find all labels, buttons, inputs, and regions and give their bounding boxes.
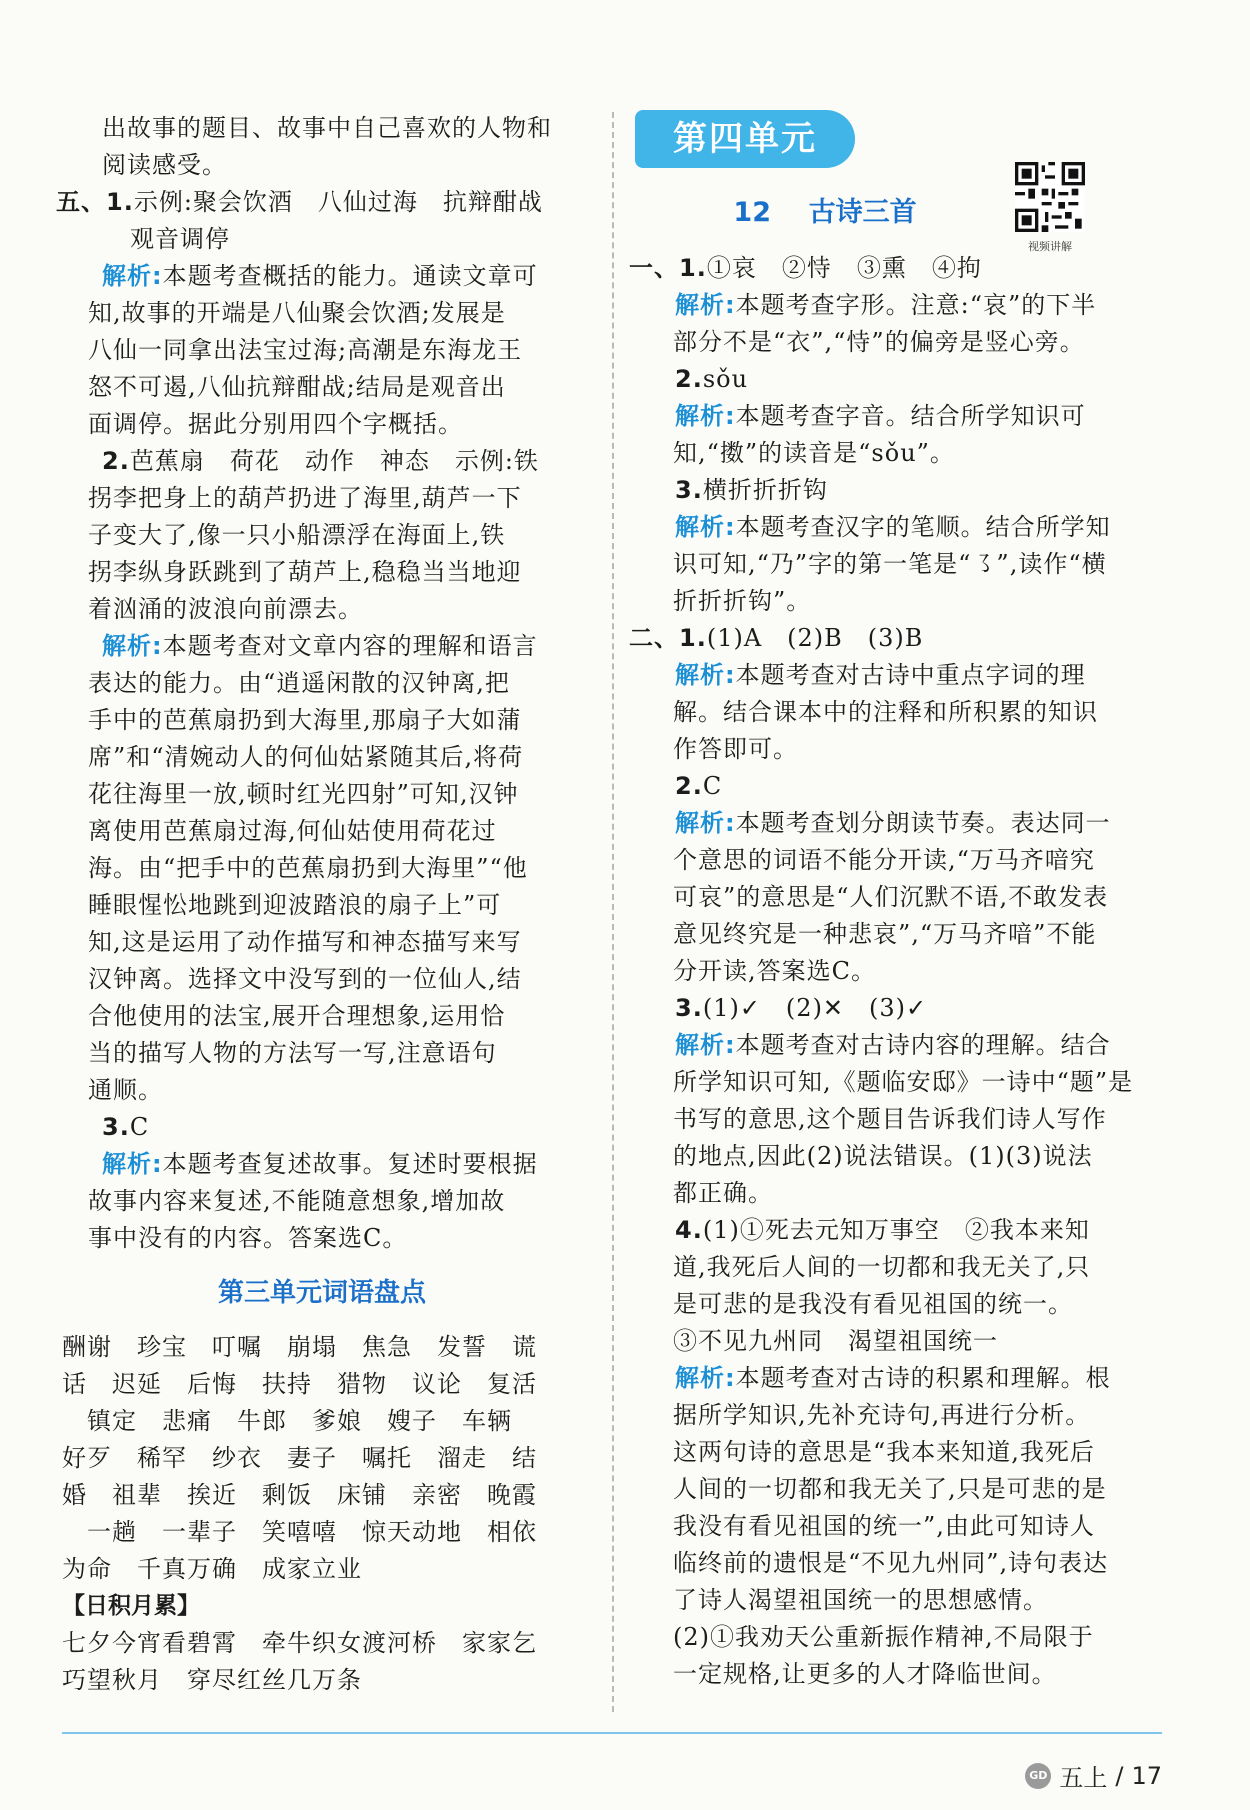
analysis-text: 本题考查概括的能力。通读文章可 bbox=[162, 262, 538, 290]
analysis-line: 都正确。 bbox=[673, 1179, 773, 1207]
analysis-line: 事中没有的内容。答案选C。 bbox=[88, 1224, 408, 1252]
analysis-line bbox=[635, 1360, 1165, 1397]
analysis-line: 个意思的词语不能分开读,“万马齐喑究 bbox=[673, 846, 1095, 874]
analysis-line bbox=[635, 805, 1165, 842]
analysis-line: 八仙一同拿出法宝过海;高潮是东海龙王 bbox=[88, 336, 523, 364]
answer-text: 横折折折钩 bbox=[702, 476, 828, 504]
vocab-line: 镇定 悲痛 牛郎 爹娘 嫂子 车辆 bbox=[62, 1407, 512, 1435]
column-divider bbox=[612, 112, 614, 1712]
analysis-line: 故事内容来复述,不能随意想象,增加故 bbox=[88, 1187, 506, 1215]
question-number: 3. bbox=[675, 994, 703, 1022]
analysis-text: 本题考查字音。结合所学知识可 bbox=[735, 402, 1086, 430]
vocab-line: 酬谢 珍宝 叮嘱 崩塌 焦急 发誓 谎 bbox=[62, 1333, 537, 1361]
analysis-label: 解析: bbox=[675, 513, 736, 541]
qr-code-icon bbox=[1015, 162, 1085, 232]
question-2-2 bbox=[635, 768, 1165, 805]
analysis-line: 睡眼惺忪地跳到迎波踏浪的扇子上”可 bbox=[88, 891, 502, 919]
answer-text: 拐李把身上的葫芦扔进了海里,葫芦一下 bbox=[88, 484, 522, 512]
analysis-line: 知,“擞”的读音是“sǒu”。 bbox=[673, 439, 955, 467]
analysis-line: 作答即可。 bbox=[673, 735, 798, 763]
answer-text: (1)A (2)B (3)B bbox=[706, 624, 924, 652]
vocab-line: 婚 祖辈 挨近 剩饭 床铺 亲密 晚霞 bbox=[62, 1481, 537, 1509]
question-number: 2. bbox=[675, 772, 703, 800]
answer-text: 子变大了,像一只小船漂浮在海面上,铁 bbox=[88, 521, 506, 549]
vocab-line: 一趟 一辈子 笑嘻嘻 惊天动地 相依 bbox=[62, 1518, 537, 1546]
question-number: 3. bbox=[102, 1113, 130, 1141]
analysis-line: 识可知,“乃”字的第一笔是“㇌”,读作“横 bbox=[673, 550, 1107, 578]
daily-line: 巧望秋月 穿尽红丝几万条 bbox=[62, 1666, 362, 1694]
lesson-header bbox=[635, 180, 1165, 253]
publisher-badge-icon: GD bbox=[1025, 1763, 1051, 1789]
answer-text: 芭蕉扇 荷花 动作 神态 示例:铁 bbox=[129, 447, 539, 475]
left-column bbox=[56, 110, 582, 1699]
analysis-line: 知,故事的开端是八仙聚会饮酒;发展是 bbox=[88, 299, 506, 327]
analysis-line: 这两句诗的意思是“我本来知道,我死后 bbox=[673, 1438, 1095, 1466]
analysis-line: 汉钟离。选择文中没写到的一位仙人,结 bbox=[88, 965, 522, 993]
analysis-line: 手中的芭蕉扇扔到大海里,那扇子大如蒲 bbox=[88, 706, 522, 734]
answer-text: 着汹涌的波浪向前漂去。 bbox=[88, 595, 363, 623]
analysis-line: 据所学知识,先补充诗句,再进行分析。 bbox=[673, 1401, 1091, 1429]
analysis-line: 人间的一切都和我无关了,只是可悲的是 bbox=[673, 1475, 1107, 1503]
qr-code[interactable] bbox=[1015, 162, 1085, 254]
question-5-2 bbox=[62, 443, 582, 480]
question-number: 1. bbox=[679, 254, 707, 282]
footer-slash: / bbox=[1115, 1761, 1124, 1790]
analysis-line: 书写的意思,这个题目告诉我们诗人写作 bbox=[673, 1105, 1107, 1133]
text-line: 阅读感受。 bbox=[102, 151, 227, 179]
daily-accumulation-title: 【日积月累】 bbox=[62, 1593, 200, 1619]
vocab-line: 好歹 稀罕 纱衣 妻子 嘱托 溜走 结 bbox=[62, 1444, 537, 1472]
question-1-2 bbox=[635, 361, 1165, 398]
vocab-line: 话 迟延 后悔 扶持 猎物 议论 复活 bbox=[62, 1370, 537, 1398]
answer-text: (1)✓ (2)✕ (3)✓ bbox=[702, 994, 928, 1022]
qr-caption: 视频讲解 bbox=[1028, 240, 1072, 253]
right-column bbox=[629, 110, 1165, 1693]
analysis-line: 折折折钩”。 bbox=[673, 587, 812, 615]
question-number: 2. bbox=[102, 447, 130, 475]
grade-label: 五上 bbox=[1059, 1764, 1108, 1792]
analysis-label: 解析: bbox=[675, 291, 736, 319]
analysis-label: 解析: bbox=[675, 1364, 736, 1392]
analysis-line: 解。结合课本中的注释和所积累的知识 bbox=[673, 698, 1098, 726]
analysis-line: 海。由“把手中的芭蕉扇扔到大海里”“他 bbox=[88, 854, 528, 882]
analysis-line: 怒不可遏,八仙抗辩酣战;结局是观音出 bbox=[88, 373, 506, 401]
analysis-label: 解析: bbox=[675, 402, 736, 430]
answer-text: ①哀 ②恃 ③熏 ④拘 bbox=[706, 254, 982, 282]
analysis-line: 离使用芭蕉扇过海,何仙姑使用荷花过 bbox=[88, 817, 497, 845]
analysis-text: 本题考查复述故事。复述时要根据 bbox=[162, 1150, 538, 1178]
analysis-text: 本题考查对古诗内容的理解。结合 bbox=[735, 1031, 1111, 1059]
section-number: 二、 bbox=[629, 624, 679, 652]
question-1-3 bbox=[635, 472, 1165, 509]
question-2-3 bbox=[635, 990, 1165, 1027]
answer-text: (1)①死去元知万事空 ②我本来知 bbox=[702, 1216, 1090, 1244]
analysis-label: 解析: bbox=[102, 262, 163, 290]
analysis-line: 表达的能力。由“逍遥闲散的汉钟离,把 bbox=[88, 669, 510, 697]
answer-text: C bbox=[702, 772, 723, 800]
answer-text: 观音调停 bbox=[130, 225, 230, 253]
question-1-1 bbox=[629, 250, 1165, 287]
analysis-text: 本题考查字形。注意:“哀”的下半 bbox=[735, 291, 1097, 319]
answer-text: ③不见九州同 渴望祖国统一 bbox=[673, 1327, 998, 1355]
section-number: 一、 bbox=[629, 254, 679, 282]
question-number: 3. bbox=[675, 476, 703, 504]
analysis-text: 本题考查划分朗读节奏。表达同一 bbox=[735, 809, 1111, 837]
question-number: 4. bbox=[675, 1216, 703, 1244]
analysis-line bbox=[635, 509, 1165, 546]
answer-text: 是可悲的是我没有看见祖国的统一。 bbox=[673, 1290, 1073, 1318]
analysis-text: 本题考查汉字的笔顺。结合所学知 bbox=[735, 513, 1111, 541]
analysis-line bbox=[635, 398, 1165, 435]
analysis-line: 合他使用的法宝,展开合理想象,运用恰 bbox=[88, 1002, 506, 1030]
unit-banner: 第四单元 bbox=[635, 110, 855, 168]
analysis-text: 本题考查对古诗中重点字词的理 bbox=[735, 661, 1086, 689]
analysis-text: 本题考查对古诗的积累和理解。根 bbox=[735, 1364, 1111, 1392]
answer-text: 道,我死后人间的一切都和我无关了,只 bbox=[673, 1253, 1091, 1281]
analysis-line: 分开读,答案选C。 bbox=[673, 957, 876, 985]
analysis-line: 所学知识可知,《题临安邸》一诗中“题”是 bbox=[673, 1068, 1134, 1096]
question-number: 1. bbox=[106, 188, 134, 216]
analysis-line: 部分不是“衣”,“恃”的偏旁是竖心旁。 bbox=[673, 328, 1085, 356]
question-2-4 bbox=[635, 1212, 1165, 1249]
analysis-text: 本题考查对文章内容的理解和语言 bbox=[162, 632, 538, 660]
analysis-label: 解析: bbox=[102, 1150, 163, 1178]
section-number: 五、 bbox=[56, 188, 106, 216]
analysis-label: 解析: bbox=[675, 809, 736, 837]
analysis-line bbox=[635, 287, 1165, 324]
analysis-line bbox=[62, 1146, 582, 1183]
answer-text: 示例:聚会饮酒 八仙过海 抗辩酣战 bbox=[133, 188, 543, 216]
analysis-line: 可哀”的意思是“人们沉默不语,不敢发表 bbox=[673, 883, 1109, 911]
analysis-label: 解析: bbox=[675, 661, 736, 689]
vocab-section-title: 第三单元词语盘点 bbox=[217, 1278, 426, 1308]
lesson-title bbox=[635, 190, 1015, 229]
text-line: 出故事的题目、故事中自己喜欢的人物和 bbox=[102, 114, 552, 142]
analysis-label: 解析: bbox=[102, 632, 163, 660]
analysis-label: 解析: bbox=[675, 1031, 736, 1059]
analysis-line: 临终前的遗恨是“不见九州同”,诗句表达 bbox=[673, 1549, 1109, 1577]
answer-text: C bbox=[129, 1113, 150, 1141]
analysis-line: 当的描写人物的方法写一写,注意语句 bbox=[88, 1039, 497, 1067]
question-2-1 bbox=[629, 620, 1165, 657]
lesson-number: 12 bbox=[733, 197, 771, 228]
analysis-line: 知,这是运用了动作描写和神态描写来写 bbox=[88, 928, 522, 956]
lesson-name: 古诗三首 bbox=[808, 197, 917, 228]
footer-rule bbox=[62, 1732, 1162, 1734]
analysis-line: 我没有看见祖国的统一”,由此可知诗人 bbox=[673, 1512, 1095, 1540]
analysis-line bbox=[62, 628, 582, 665]
analysis-line: 席”和“清婉动人的何仙姑紧随其后,将荷 bbox=[88, 743, 524, 771]
page-number: 17 bbox=[1131, 1761, 1162, 1790]
analysis-line: 意见终究是一种悲哀”,“万马齐喑”不能 bbox=[673, 920, 1097, 948]
answer-text: sǒu bbox=[702, 365, 749, 393]
answer-text: 拐李纵身跃跳到了葫芦上,稳稳当当地迎 bbox=[88, 558, 522, 586]
analysis-line: 了诗人渴望祖国统一的思想感情。 bbox=[673, 1586, 1048, 1614]
question-number: 1. bbox=[679, 624, 707, 652]
question-5-1 bbox=[56, 184, 582, 221]
daily-line: 七夕今宵看碧霄 牵牛织女渡河桥 家家乞 bbox=[62, 1629, 537, 1657]
answer-text: (2)①我劝天公重新振作精神,不局限于 bbox=[673, 1623, 1094, 1651]
page-footer bbox=[1025, 1758, 1162, 1793]
analysis-line: 面调停。据此分别用四个字概括。 bbox=[88, 410, 463, 438]
analysis-line bbox=[635, 657, 1165, 694]
question-number: 2. bbox=[675, 365, 703, 393]
analysis-line bbox=[62, 258, 582, 295]
vocab-line: 为命 千真万确 成家立业 bbox=[62, 1555, 362, 1583]
analysis-line bbox=[635, 1027, 1165, 1064]
analysis-line: 的地点,因此(2)说法错误。(1)(3)说法 bbox=[673, 1142, 1093, 1170]
answer-text: 一定规格,让更多的人才降临世间。 bbox=[673, 1660, 1057, 1688]
analysis-line: 通顺。 bbox=[88, 1076, 163, 1104]
question-5-3 bbox=[62, 1109, 582, 1146]
analysis-line: 花往海里一放,顿时红光四射”可知,汉钟 bbox=[88, 780, 519, 808]
